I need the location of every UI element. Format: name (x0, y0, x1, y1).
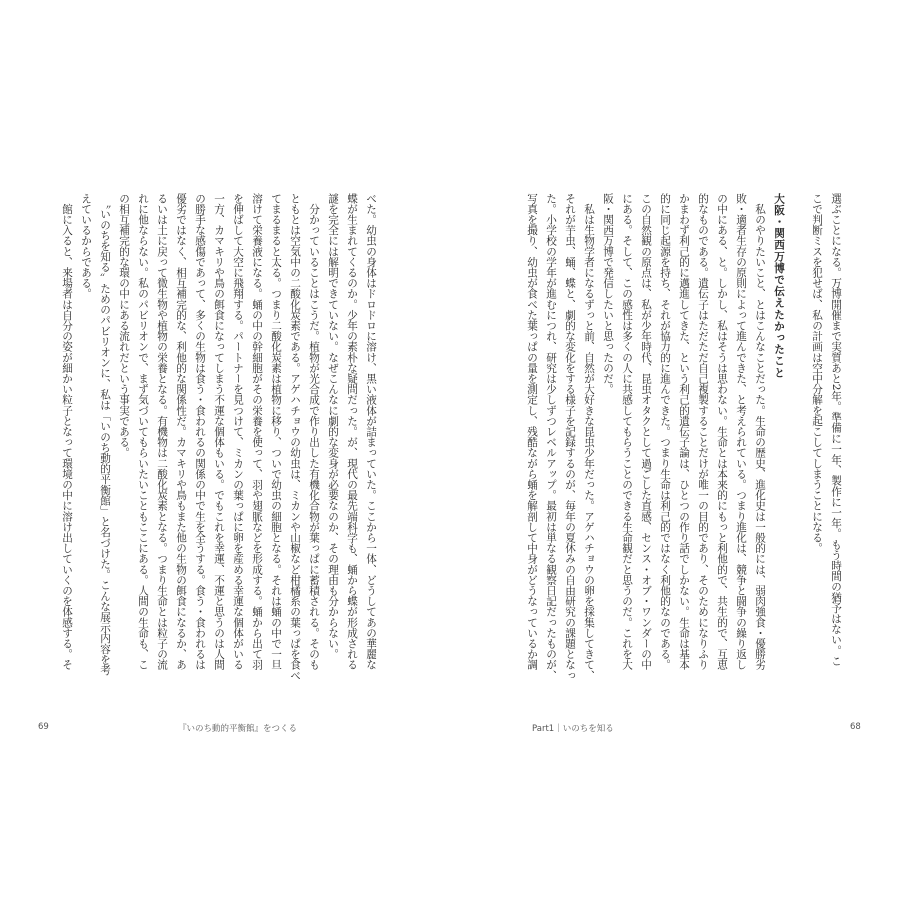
text-line: るいは土に戻って微生物や植物の栄養となる。有機物は二酸化炭素となる。つまり生命とは粒子の流 (156, 193, 168, 670)
text-line: れに他ならない。私のパビリオンで、まず気づいてもらいたいこともここにある。人間の生命も、こ (137, 193, 149, 670)
text-line: 私は生物学者になるずっと前、自然が大好きな昆虫少年だった。アゲハチョウの卵を採集してきて、 (583, 193, 595, 681)
right-running-title: Part1｜いのちを知る (532, 724, 614, 734)
text-line: 優劣ではなく、相互補完的な、利他的な関係性だ。カマキリや鳥もまた他の生物の餌食になるか、あ (175, 193, 187, 670)
text-line: 私のやりたいこと、とはこんなことだった。生命の歴史、進化史は一般的には、弱肉強食・優勝劣 (754, 193, 766, 670)
text-line: 阪・関西万博で発信したいと思ったのだ。 (602, 193, 614, 395)
text-line: ともとは空気中の二酸化炭素である。アゲハチョウの幼虫は、ミカンや山椒など柑橘系の葉っぱを食べ (289, 193, 301, 681)
text-line: 〝いのちを知る〟ためのパビリオンに、私は「いのち動的平衡館」と名づけた。こんな展示内容を考 (99, 193, 111, 676)
text-line: を伸ばして大空に飛翔する。パートナーを見つけて、ミカンの葉っぱに卵を産める幸運な個体がいる (232, 193, 244, 670)
text-line: この自然観の原点は、私が少年時代、昆虫オタクとして過ごした直感、センス・オブ・ワンダーの中 (640, 193, 652, 670)
text-line: 的なものである。遺伝子はただただ自己複製することだけが唯一の目的であり、そのためになりふり (697, 193, 709, 670)
text-line: の相互補完的な環の中にある流れだという事実である。 (118, 193, 130, 458)
text-line: かまわず利己的に邁進してきた、という利己的遺伝子論は、ひとつの作り話でしかない。生命は基本 (678, 193, 690, 670)
text-line: えているからである。 (80, 193, 92, 299)
text-line: こで判断ミスを犯せば、私の計画は空中分解を起こしてしまうことになる。 (811, 193, 823, 554)
text-line: 選ぶことになる。万博開催まで実質あと2年。準備に一年、製作に一年。もう時間の猶予はない。こ (830, 193, 842, 667)
text-line: それが芋虫、蛹、蝶と、劇的な変化をする様子を記録するのが、毎年の夏休みの自由研究の課題となっ (564, 193, 576, 681)
text-line: 謎を完全には解明できていない。なぜこんなに劇的な変身が必要なのか、その理由も分からない。 (327, 193, 339, 660)
left-page-body (57, 193, 380, 681)
text-line: てまるまると太る。つまり二酸化炭素は植物に移り、ついで幼虫の細胞となる。それは蛹の中で一旦 (270, 193, 282, 670)
text-line: 分かっていることはこうだ。植物が光合成で作り出した有機化合物が葉っぱに蓄積される。そのも (308, 193, 320, 670)
text-line: べた。幼虫の身体はドロドロに溶け、黒い液体が詰まっていた。ここから一体、どうしてあの華麗な (365, 193, 377, 670)
text-line: 写真を撮り、幼虫が食べた葉っぱの量を測定し、残酷ながら蛹を解剖して中身がどうなっているか調 (526, 193, 538, 670)
text-line: の中にある、と。しかし、私はそうは思わない。生命とは本来的にもっと利他的で、共生的で、互恵 (716, 193, 728, 670)
text-line: 敗・適者生存の原則によって進んできた、と考えられている。つまり進化は、競争と闘争の繰り返し (735, 193, 747, 670)
right-page-body (522, 193, 845, 681)
text-line: た。小学校の学年が進むにつれ、研究は少しずつレベルアップ。最初は単なる観察日記だったものが、 (545, 193, 557, 681)
text-line: 蝶が生まれてくるのか。少年の素朴な疑問だった。が、現代の最先端科学も、蛹から蝶が形成される (346, 193, 358, 670)
text-line: 一方、カマキリや鳥の餌食になってしまう不運な個体もいる。でもこれを幸運、不運と思うのは人間 (213, 193, 225, 670)
left-page-number: 69 (38, 722, 49, 732)
left-running-title: 『いのち動的平衡館』をつくる (178, 724, 298, 734)
text-line: 的に同じ起源を持ち、それが協力的に進んできた。つまり生命は利己的ではなく利他的なのである。 (659, 193, 671, 670)
text-line: の勝手な感傷であって、多くの生物は食う・食われるの関係の中で生を全うする。食う・食われるは (194, 193, 206, 670)
text-line: にある。そして、この感性は多くの人に共感してもらうことのできる生命観だと思うのだ。これを大 (621, 193, 633, 670)
right-page-number: 68 (850, 722, 861, 732)
text-line: 館に入ると、来場者は自分の姿が細かい粒子となって環境の中に溶け出していくのを体感する。そ (61, 193, 73, 670)
section-heading: 大阪・関西万博で伝えたかったこと (773, 193, 785, 379)
text-line: 溶けて栄養液になる。蛹の中の幹細胞がその栄養を使って、羽や翅脈などを形成する。蛹から出て羽 (251, 193, 263, 670)
